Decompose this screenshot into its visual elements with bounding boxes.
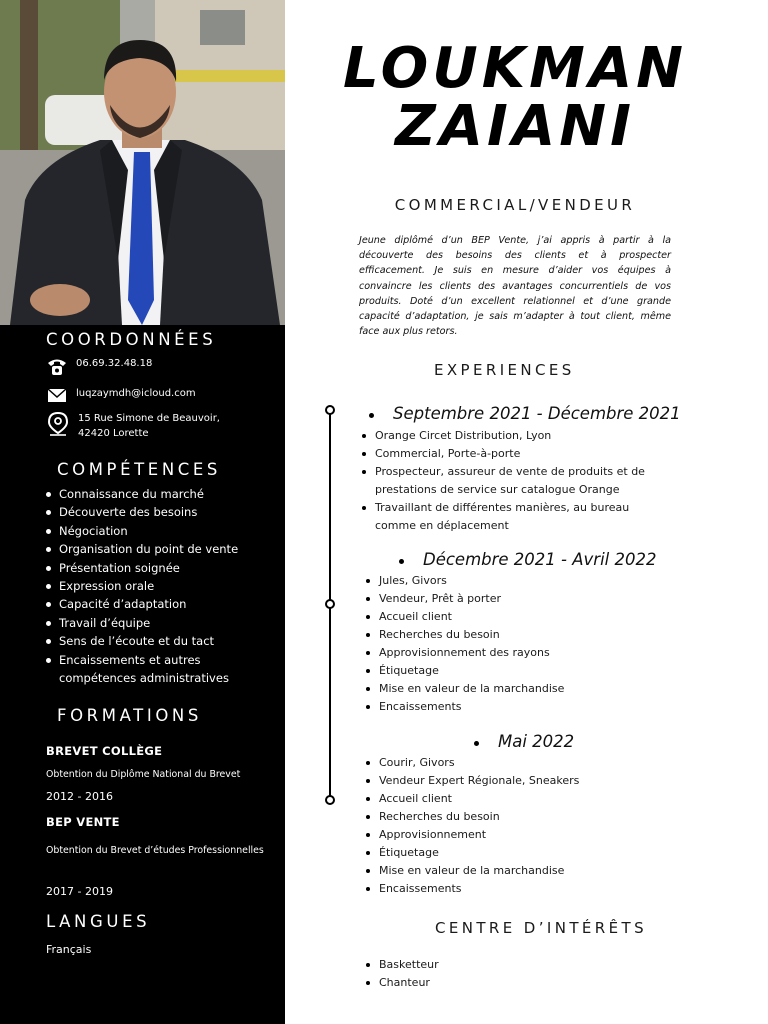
language-item: Français <box>46 943 92 956</box>
formation-dates: 2017 - 2019 <box>46 885 113 898</box>
contact-heading: COORDONNÉES <box>46 330 217 349</box>
experience-item: Mise en valeur de la marchandise <box>363 680 663 698</box>
candidate-name <box>330 36 700 159</box>
skill-item: Connaissance du marché <box>44 485 274 503</box>
skill-item: Travail d’équipe <box>44 614 274 632</box>
experience-list <box>359 427 669 535</box>
email-value[interactable]: luqzaymdh@icloud.com <box>76 388 196 399</box>
skill-item: Encaissements et autres compétences administratives <box>44 651 274 688</box>
timeline-dot <box>325 405 335 415</box>
formation-title: BREVET COLLÈGE <box>46 744 163 758</box>
address-line2: 42420 Lorette <box>78 428 149 439</box>
skill-item: Expression orale <box>44 577 274 595</box>
experience-item: Courir, Givors <box>363 754 663 772</box>
experience-item: Prospecteur, assureur de vente de produits et de prestations de service sur catalogue Orange <box>359 463 669 499</box>
contact-address <box>46 411 220 441</box>
experience-item: Accueil client <box>363 790 663 808</box>
experience-period: Décembre 2021 - Avril 2022 <box>423 550 657 569</box>
experience-item: Accueil client <box>363 608 663 626</box>
skill-item: Présentation soignée <box>44 559 274 577</box>
envelope-icon <box>46 386 68 408</box>
contact-email <box>46 386 196 408</box>
experience-list <box>363 572 663 716</box>
experience-item: Encaissements <box>363 880 663 898</box>
experience-item: Approvisionnement <box>363 826 663 844</box>
formations-heading: FORMATIONS <box>57 706 202 725</box>
interest-item: Chanteur <box>363 974 563 992</box>
profile-photo <box>0 0 285 325</box>
skill-item: Découverte des besoins <box>44 503 274 521</box>
telephone-icon <box>46 356 68 378</box>
interest-item: Basketteur <box>363 956 563 974</box>
experience-item: Orange Circet Distribution, Lyon <box>359 427 669 445</box>
experience-item: Commercial, Porte-à-porte <box>359 445 669 463</box>
experience-list <box>363 754 663 898</box>
experience-item: Travaillant de différentes manières, au bureau comme en déplacement <box>359 499 669 535</box>
contact-phone <box>46 356 152 378</box>
skills-list <box>44 485 274 687</box>
experience-item: Approvisionnement des rayons <box>363 644 663 662</box>
experiences-heading: EXPERIENCES <box>434 361 575 379</box>
skills-heading: COMPÉTENCES <box>57 460 221 479</box>
last-name: ZAIANI <box>395 94 635 159</box>
skill-item: Organisation du point de vente <box>44 540 274 558</box>
experience-period: Mai 2022 <box>498 732 575 751</box>
skill-item: Négociation <box>44 522 274 540</box>
experience-item: Recherches du besoin <box>363 626 663 644</box>
experience-item: Étiquetage <box>363 844 663 862</box>
experience-item: Vendeur, Prêt à porter <box>363 590 663 608</box>
interests-heading: CENTRE D’INTÉRÊTS <box>435 919 647 937</box>
formation-description: Obtention du Brevet d’études Professionnelles <box>46 845 264 856</box>
languages-heading: LANGUES <box>46 912 151 931</box>
timeline-dot <box>325 599 335 609</box>
skill-item: Capacité d’adaptation <box>44 595 274 613</box>
experience-item: Vendeur Expert Régionale, Sneakers <box>363 772 663 790</box>
sidebar <box>0 0 285 1024</box>
skill-item: Sens de l’écoute et du tact <box>44 632 274 650</box>
experience-item: Encaissements <box>363 698 663 716</box>
location-pin-icon <box>46 411 70 437</box>
experience-item: Jules, Givors <box>363 572 663 590</box>
profile-summary: Jeune diplômé d’un BEP Vente, j’ai appris à partir à la découverte des besoins des clients et à prospecter efficacement. Je suis en mesure d’aider vos équipes à convaincre les clients des avantages concurrentiels de vos produits. Doté d’un excellent relationnel et d’une grande capacité d’adaptation, je sais m’adapter à tout client, même face aux plus retors. <box>359 235 671 338</box>
formation-dates: 2012 - 2016 <box>46 790 113 803</box>
formation-description: Obtention du Diplôme National du Brevet <box>46 769 241 780</box>
first-name: LOUKMAN <box>342 36 688 101</box>
timeline-dot <box>325 795 335 805</box>
interests-list <box>363 956 563 992</box>
experience-period: Septembre 2021 - Décembre 2021 <box>393 404 681 423</box>
experience-item: Mise en valeur de la marchandise <box>363 862 663 880</box>
phone-value: 06.69.32.48.18 <box>76 358 153 369</box>
formation-title: BEP VENTE <box>46 815 120 829</box>
experience-item: Étiquetage <box>363 662 663 680</box>
experience-item: Recherches du besoin <box>363 808 663 826</box>
job-title: COMMERCIAL/VENDEUR <box>394 196 636 214</box>
address-line1: 15 Rue Simone de Beauvoir, <box>78 413 220 424</box>
